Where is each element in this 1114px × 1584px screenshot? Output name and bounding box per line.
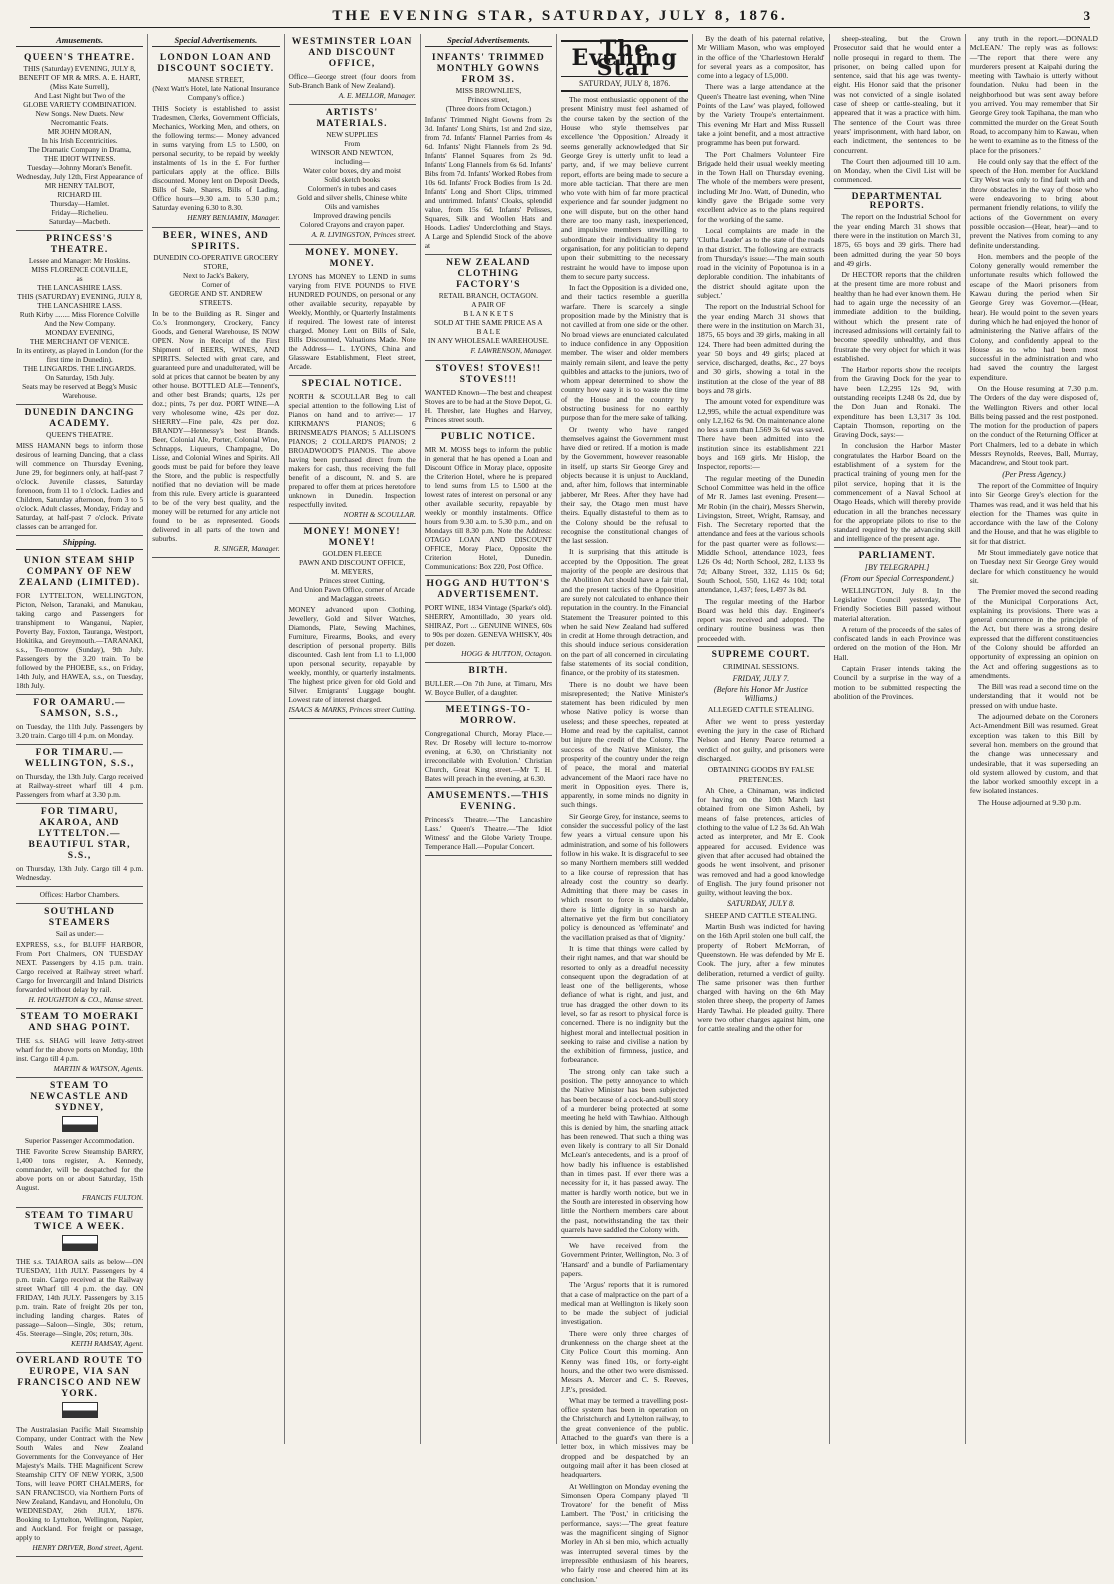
paragraph: WELLINGTON, July 8. In the Legislative Council yesterday, The Friendly Societies Bill passed without material alteration. [833,585,961,623]
ad-line: B L A N K E T S [463,309,514,319]
ad-line: DUNEDIN CO-OPERATIVE GROCERY STORE, [153,252,279,271]
ad-line: (Next Watt's Hotel, late National Insurance Company's office.) [152,84,280,103]
paragraph: The report on the Industrial School for the year ending March 31 shows that there were in the institution on March 31, 1875, 65 boys and 39 girls. There had been admitted during the year 50 boys and 49 girls. [833,212,961,268]
ad-signature: A. E. MELLOR, Manager. [338,91,416,100]
section-heading-amusements: Amusements. [16,36,143,47]
ad-body: Princess's Theatre.—'The Lancashire Lass.' Queen's Theatre.—'The Idiot Witness' and the Globe Variety Troupe. Temperance Hall.—Popular Concert. [424,814,552,851]
ad-signature: R. SINGER, Manager. [214,543,280,553]
ad-line: Saturday—Macbeth. [48,217,111,227]
paragraph: The Port Chalmers Volunteer Fire Brigade held their usual weekly meeting in the Town Hall on Thursday evening. The whole of the members were present, including Mr Jno. Watt, of Dunedin, who kindly gave the Brigade some very excellent advice as to the plans required for the working of the same. [697,149,825,224]
ship-woodcut [16,1400,143,1422]
ad-line: GEORGE AND ST. ANDREW STREETS. [169,288,263,307]
ad-line: From [344,139,361,149]
ad-line: GOLDEN FLEECE [322,548,382,558]
ad-line: Thursday—Hamlet. [50,199,110,209]
ad-line: Solid sketch books [324,175,381,185]
ad-line: Improved drawing pencils [313,211,391,221]
paragraph: We have received from the Government Printer, Wellington, No. 3 of 'Hansard' and a bundle of Parliamentary papers. [561,1241,689,1278]
ad-title: STOVES! STOVES!! STOVES!!! [435,363,542,385]
section-heading-special: Special Advertisements. [152,36,279,47]
ad-signature: HENRY DRIVER, Bond street, Agent. [32,1542,144,1552]
paragraph: He could only say that the effect of the speech of the Hon. member for Auckland City West was only to find fault with and throw obstacles in the way of those who were endeavoring to bring about permanent friendly relations, to vilify the actions of the Government on every possible occasion—(Hear, hear)—and to prevent the Natives from coming to any definite understanding. [969,156,1098,250]
paragraph: The regular meeting of the Harbor Board was held this day. Engineer's report was received and adopted. The ordinary routine business was then proceeded with. [697,596,825,643]
ad-line: Superior Passenger Accommodation. [24,1136,135,1146]
paragraph: The regular meeting of the Dunedin School Committee was held in the office of Mr R. James last evening. Present—Mr Robin (in the chair), Messrs Sherwin, Livingston, Street, Wright, Ramsay, and Fish. The Secretary reported that the attendance and fees at the various schools for the past quarter were as follows:— Middle School, attendance 1023, fees L26 Os 4d; North School, 282, L133 9s 7d; Albany Street, 332, L115 0s 6d; South School, 550, L162 4s 10d; total attendance, 1,437; fees, L497 3s 8d. [697,473,825,595]
ad-line: The Dramatic Company in Drama, [28,145,132,155]
ad-line: Colormen's in tubes and cases [307,184,397,194]
paragraph: Sir George Grey, for instance, seems to consider the successful policy of the last few years a virtual censure upon his administration, and some of his followers follow in his wake. It is disgraceful to see so many Northern members still wedded to a like course of repression that has already cost the country so dearly. Admitting that there may be cases in which resort to force is unavoidable, there is little dignity in so harsh an alternative yet the firm but conciliatory policy is denounced as 'effeminate' and the vacillation praised as that of 'dignity.' [561,811,689,942]
paragraph: In fact the Opposition is a divided one, and their tactics resemble a guerilla warfare. There is scarcely a single proposition made by the Ministry that is not cavilled at from one side or the other. No broad views are enunciated calculated to induce confidence in any Opposition member. The wiser and older members mainly remain silent, and leave the petty quibbles and attacks to the juniors, two of whom appear determined to show the country how easy it is to waste the time of the House and the country by obstructing business for no earthly purpose than for the mere sake of talking. [561,283,689,423]
advertisement [16,50,143,231]
ad-body: on Thursday, the 13th July. Cargo received at Railway-street wharf till 4 p.m. Passengers from wharf at 3.30 p.m. [16,771,144,799]
ad-signature: HENRY BENJAMIN, Manager. [187,213,280,223]
advertisement [16,887,143,904]
ad-line: Friday—Richelieu. [51,208,109,218]
ad-signature: A. R. LIVINGSTON, Princes street. [311,230,416,240]
advertisement [16,804,143,887]
paragraph: There is no doubt we have been misrepresented; the Native Minister's statement has been ridiculed by men whose Native policy is worse than useless; and these speeches, repeated at Home and read by the capitalist, cannot but injure the credit of the Colony. The success of the Native Minister, the prosperity of the country under the reign of peace, the moral and material advancement of the Maori race have no merit in Opposition eyes. There is, apparently, in some minds no dignity in such things. [561,679,689,810]
paragraph: any truth in the report.—DONALD McLEAN.' The reply was as follows:—'The report that there were any murderers present at Kaipahi during the meeting with Tawhaio is utterly without foundation. Nuku had been in the neighborhood but was sent away before you arrived. You may remember that Sir George Grey took Tapihana, the man who committed the murder on the Great South Road, to accompany him to Kawau, when he went to examine as to the fitness of the place for the prisoners.' [969,34,1098,155]
paragraph: Martin Bush was indicted for having on the 16th April stolen one bull calf, the property of Robert McMorran, of Queenstown. He was defended by Mr E. Cook. The jury, after a few minutes deliberation, returned a verdict of guilty. The same prisoner was then further charged with having on the 6th May stolen three sheep, the property of James Hardy Tawhai. He pleaded guilty. There were two other charges against him, one for cattle stealing and the other for [697,922,825,1034]
advertisement [16,1208,143,1354]
ad-title: STEAM TO NEWCASTLE AND SYDNEY, [30,1081,129,1114]
ad-body: on Thursday, 13th July. Cargo till 4 p.m. Wednesday. [16,863,144,882]
advertisement [425,702,552,788]
ad-body: NORTH & SCOULLAR Beg to call special attention to the following List of Pianos on hand and to arrive:— 17 KIRKMAN'S PIANOS; 6 BRINSMEAD'S PIANOS; 5 ALLISON'S PIANOS; 2 COLLARD'S PIANOS; 2 BROADWOOD'S PIANOS. The above having been purchased direct from the makers for cash, thus receiving the full benefit of a discount, N. and S. are prepared to offer them at prices heretofore unknown in Dunedin. Inspection respectfully invited. [288,391,416,509]
ad-body: PORT WINE, 1834 Vintage (Sparke's old). SHERRY, Amontillado, 30 years old. SHIRAZ, Port ... GENUINE WINES, 60s to 90s per dozen. GENEVA WHISKY, 40s per dozen. [424,602,552,648]
ad-title: FOR TIMARU.—WELLINGTON, S.S., [24,747,135,769]
section-heading-shipping: Shipping. [16,538,143,549]
ad-body: BULLER.—On 7th June, at Timaru, Mrs W. Boyce Buller, of a daughter. [424,678,552,697]
paragraph: The House adjourned at 9.30 p.m. [977,797,1082,807]
paragraph: Captain Fraser intends taking the Council by a surprise in the way of a motion to be submitted respecting the abolition of the Provinces. [833,664,961,701]
advertisement [16,405,143,536]
paragraph: Dr HECTOR reports that the children at the present time are more robust and healthy than he had ever known them. He had to again urge the necessity of an immediate addition to the building, without which the present rate of increased admissions will certainly fail to become speedily unhealthy, and thus frustrate the very object for which it was established. [833,270,961,363]
paragraph: The Premier moved the second reading of the Municipal Corporations Act, explaining its provisions. There was a general concurrence in the principle of the Act, but there was a strong desire expressed that the different constituencies of the Colony should be afforded an opportunity of expressing an opinion on the Act and offering suggestions as to amendments. [969,587,1098,680]
paragraph: It is time that things were called by their right names, and that war should be resorted to only as a dreadful necessity consequent upon the degradation of at least one of the belligerents, whose defiance of what is right, and just, and true has dragged the other down to its level, so far as resort to physical force is concerned. There is no indignity but the highest moral and intellectual position in seeking to raise and civilise a nation by the exhibition of firmness, justice, and forbearance. [561,943,689,1065]
ad-signature: FRANCIS FULTON. [81,1193,144,1203]
court-heading: SUPREME COURT. [711,650,811,660]
ad-line: Princes street, [467,95,510,105]
court-subheading: CRIMINAL SESSIONS. [722,662,799,672]
ad-body: The Australasian Pacific Mail Steamship Company, under Contract with the New South Wales and New Zealand Governments for the Conveyance of Her Majesty's Mails. THE Magnificent Screw Steamship CITY OF NEW YORK, 3,500 Tons, will leave PORT CHALMERS, for SAN FRANCISCO, via Northern Ports of New Zealand, Kandavu, and Honolulu, On WEDNESDAY, 26th JULY, 1876. Booking to Lyttelton, Wellington, Napier, and Auckland. For freight or passage, apply to [16,1424,144,1542]
ad-signature: MARTIN & WATSON, Agents. [53,1063,144,1073]
ad-line: Oils and varnishes [324,202,380,212]
ad-body: THE s.s. TAIAROA sails as below—ON TUESDAY, 11th JULY. Passengers by 4 p.m. train. Cargo received at the Railway street Wharf till 4 p.m. the day. ON FRIDAY, 14th JULY. Passengers by 3.15 p.m. train. Rate of freight 20s per ton, including landing charges. Rates of passage—Saloon—Single, 30s; return, 45s. Steerage—Single, 20s; return, 30s. [16,1257,144,1339]
paragraph: At Wellington on Monday evening the Simonsen Opera Company played 'Il Trovatore' for the benefit of Miss Lambert. The 'Post,' in criticising the performance, says:—'The great feature was the magnificent singing of Signor Morley in Ah si ben mio, which actually was interrupted several times by the irrepressible enthusiasm of his hearers, who fairly rose and cheered him at its conclusion.' [561,1481,689,1584]
ad-body: LYONS has MONEY to LEND in sums varying from FIVE POUNDS to FIVE HUNDRED POUNDS, on personal or any other available security, repayable by Weekly, Monthly, or Quarterly Instalments if required. The lowest rate of interest charged. Money Lent on Bills of Sale, Bills Discounted, Valuations Made. Note the Address— L. LYONS, China and Glassware Establishment, Fleet street, Arcade. [288,271,416,371]
advertisement [16,1353,143,1557]
ad-line: MISS FLORENCE COLVILLE, [31,265,128,275]
advertisement [289,34,416,105]
ad-title: SOUTHLAND STEAMERS [44,906,116,928]
advertisement [425,50,552,255]
ad-line: THE LANCASHIRE LASS. [37,283,123,293]
advertisement [289,245,416,376]
ad-body: Office—George street (four doors from Sub-Branch Bank of New Zealand). [288,72,416,90]
advertisement [16,231,143,405]
court-date: SATURDAY, JULY 8. [727,899,795,909]
ad-signature: H. HOUGHTON & CO., Manse street. [28,994,144,1004]
section-heading-special-2: Special Advertisements. [425,36,552,47]
ad-signature: NORTH & SCOULLAR. [343,509,416,519]
column-news [693,34,829,1444]
paragraph: sheep-stealing, but the Crown Prosecutor said that he would enter a nolle prosequi in regard to them. The prisoner, on being called upon for sentence, said that his age was twenty-eight. His Honor said that the prisoner was not convicted of a single isolated case of sheep or cattle-stealing, but it appeared that it was a practice with him. The sentence of the Court was three years' imprisonment, with hard labor, on each indictment, the sentences to be concurrent. [833,34,961,155]
advertisement [16,553,143,695]
column-special-ads-1 [148,34,284,1444]
paragraph: What may be termed a travelling post-office system has been in operation on the Christchurch and Lyttelton railway, to the great convenience of the public. Attached to the guard's van there is a letter box, in which missives may be dropped and be despatched by an outgoing mail after it has been closed at headquarters. [561,1395,689,1480]
parliament-heading: PARLIAMENT. [858,550,936,561]
ad-body: FOR LYTTELTON, WELLINGTON, Picton, Nelson, Taranaki, and Manukau, taking cargo and Passengers for transhipment to Wanganui, Napier, Poverty Bay, Foxton, Tauranga, Westport, Hokitika, and Greymouth.—TARANAKI, s.s., To-morrow (Sunday), 9th July. Passengers by the 3.20 train. To be followed by the PHOEBE, s.s., on Friday, 14th July, and HAWEA, s.s., on Tuesday, 18th July. [16,590,144,690]
ad-title: LONDON LOAN AND DISCOUNT SOCIETY. [157,53,275,75]
ad-signature: KEITH RAMSAY, Agent. [70,1339,144,1349]
paragraph: The most enthusiastic opponent of the present Ministry must feel ashamed of the course taken by the section of the House who style themselves par excellence 'the Opposition.' Already it seems generally acknowledged that Sir George Grey is utterly unfit to lead a party, and, if we may believe current report, efforts are being made to secure a more able tactician. That there are men who vote with him of far more practical experience and far sounder judgment no one will dispute, but on the other hand there are too many rash, inexperienced, and impulsive members unwilling to subordinate their individuality to party organisation, for any politician to depend upon their submitting to the necessary restraint he would have to impose upon them to secure party success. [561,95,689,281]
ad-line: THE LINGARDS. THE LINGARDS. [23,364,136,374]
paragraph: The amount voted for expenditure was L2,995, while the actual expenditure was only L2,162 6s 9d. On maintenance alone no less a sum than L569 3s 6d was saved. There have been admitted into the institution since its establishment 221 boys and 169 girls. Mr Hislop, the Inspector, reports:— [697,397,825,472]
parliament-subheading: [BY TELEGRAPH.] [864,563,930,573]
ad-title: ARTISTS' MATERIALS. [316,108,388,130]
ad-line: Gold and silver shells, Chinese white [297,193,408,203]
ship-icon [62,1116,98,1132]
paragraph: There were only three charges of drunkenness on the charge sheet at the City Police Court this morning. Ann Kenny was fined 10s, or forty-eight hours, and the other two were dismissed. Messrs A. Mercer and C. S. Reeves, J.P.'s, presided. [561,1328,689,1394]
ad-title: FOR TIMARU, AKAROA, AND LYTTELTON.—BEAUTIFUL STAR, S.S., [28,806,131,861]
press-heading: (Per Press Agency.) [1002,469,1066,479]
paragraph: Hon. members and the people of the Colony generally would remember the unfortunate results which followed the escape of the Maori prisoners from Kawau during the period when Sir George Grey was Governor.—(Hear, hear). He would point to the seven years during which he had enjoyed the honor of administering the Native affairs of the Colony, and confidently appeal to the House as to who had been most successful in the administration and who had saved the country the largest expenditure. [969,251,1098,382]
ad-title: BIRTH. [468,665,509,676]
page-number: 3 [1083,8,1090,23]
advertisement [16,1078,143,1208]
column-special-ads-3 [421,34,557,1444]
ad-line: MANSE STREET, [187,75,244,85]
advertisement [16,904,143,1009]
advertisement [289,105,416,244]
ad-line: BENEFIT OF MR & MRS. A. E. HART, [18,73,141,83]
ad-line: RICHARD III. [57,190,102,200]
advertisement [16,695,143,745]
ad-line: (Three doors from Octagon.) [445,104,532,114]
advertisement [289,376,416,524]
ad-body: THE s.s. SHAG will leave Jetty-street wharf for the above ports on Monday, 10th inst. Cargo till 4 p.m. [16,1035,144,1063]
advertisement [425,361,552,429]
ad-title: MONEY! MONEY! MONEY! [303,526,401,548]
column-amusements [12,34,148,1552]
paragraph: The report of the Committee of Inquiry into Sir George Grey's election for the Thames was read, and it was held that his election for the Thames was quite in accordance with the law of the Colony and the House, and that he was eligible to sit for that district. [969,480,1098,546]
paragraph: The 'Argus' reports that it is rumored that a case of malpractice on the part of a medical man at Wellington is likely soon to be made the subject of judicial investigation. [561,1280,689,1327]
advertisement [425,788,552,856]
ad-line: Tuesday—Johnny Moran's Benefit. [27,163,132,173]
ad-title: STEAM TO TIMARU TWICE A WEEK. [24,1210,135,1232]
case-heading: OBTAINING GOODS BY FALSE PRETENCES. [707,765,815,784]
advertisement [152,228,279,558]
paragraph: By the death of his paternal relative, Mr William Mason, who was employed in the office of the 'Charlestown Herald' for several years as a compositor, has come into a legacy of L5,000. [697,34,825,81]
ad-line: And the New Company. [43,319,116,329]
column-special-ads-2 [285,34,421,1444]
advertisement [152,50,279,227]
ad-title: STEAM TO MOERAKI AND SHAG POINT. [20,1011,139,1033]
ad-body: EXPRESS, s.s., for BLUFF HARBOR, From Port Chalmers, ON TUESDAY NEXT. Passengers by 4.15 p.m. train. Cargo received at Railway street wharf. Cargo for Invercargill and Inland Districts forwarded without delay by rail. [16,939,144,994]
ad-title: BEER, WINES, AND SPIRITS. [162,230,269,252]
ad-body: Congregational Church, Moray Place.—Rev. Dr Roseby will lecture to-morrow evening, at 6.30, on 'Christianity not irreconcilable with Evolution.' Christian Church, Great King street.—Mr T. H. Bates will preach in the evening, at 6.30. [424,728,552,783]
paragraph: Or twenty who have ranged themselves against the Government must have died or retired. If a motion is made by the Government, however reasonable in itself, up starts Sir George Grey and objects because it is unjust to Auckland, and, after him, follows that interminable jabberer, Mr Rees. After they have had their say, the Otago men must have theirs. Equally distasteful to them as to the Colony should be the refusal to recognise the constitutional changes of the last session. [561,424,689,546]
ship-icon [62,1402,98,1418]
ad-line: MISS BROWNLIE'S, [455,86,522,96]
paragraph: Mr Stout immediately gave notice that on Tuesday next Sir George Grey would declare for which constituency he would sit. [969,548,1098,585]
advertisement [425,255,552,360]
ad-signature: ISAACS & MARKS, Princes street Cutting. [288,704,416,714]
ad-line: Colored Crayons and crayon paper. [299,220,405,230]
ad-title: WESTMINSTER LOAN AND DISCOUNT OFFICE, [291,37,413,69]
ad-title: FOR OAMARU.—SAMSON, S.S., [33,697,126,719]
ad-line: SOLD AT THE SAME PRICE AS A [434,318,543,328]
advertisement [289,524,416,719]
ship-icon [62,1235,98,1251]
ad-line: (Miss Kate Surrell), [50,82,110,92]
ad-line: On Saturday, 15th July. [45,373,115,383]
ad-line: Offices: Harbor Chambers. [39,889,120,899]
ad-line: MONDAY EVENING, [45,328,115,338]
ad-line: including— [334,157,370,167]
divider [697,646,824,647]
ad-line: Next to Jack's Bakery, [183,270,249,280]
ad-title: PUBLIC NOTICE. [440,431,536,442]
ad-line: THE LANCASHIRE LASS. [37,301,123,311]
ad-line: Lessee and Manager: Mr Hoskins. [28,256,131,266]
masthead [30,8,1090,28]
divider [561,1237,688,1238]
ad-body: THE Favorite Screw Steamship BARRY, 1,400 tons register, A. Kennedy, commander, will be despatched for the above ports on or about Saturday, 15th August. [16,1147,144,1193]
ad-body: Infants' Trimmed Night Gowns from 2s 3d. Infants' Long Shirts, 1st and 2nd size, from 7d. Infants' Flannel Parries from 4s 6d. Infants' Night Flannels from 2s 9d. Infants' Flannel Squares from 2s 9d. Infants' Long Flannels from 6s 6d. Infants' Bibs from 7d. Infants' Worked Robes from 10s 6d. Infants' Frock Bodies from 1s 2d. Infants' Long and Short Clips, trimmed and untrimmed. Infants' Cloaks, splendid value, from 15s 6d. Infants' Pelisses, Squares, Silk and Woollen Hats and Hoods. Ladies' Underclothing and Stays. A Large and Splendid Stock of the above at [424,115,552,251]
paragraph: In conclusion the Harbor Master congratulates the Harbor Board on the establishment of a system for the practical training of young men for the pilot service, hoping that it is the commencement of a Naval School at Otago Heads, which will thereby provide education in all the branches necessary for the appropriate pilots to rise to the standard required by the advancing skill and intelligence of the present age. [833,441,961,544]
ad-line: QUEEN'S THEATRE. [46,430,114,440]
paragraph: There was a large attendance at the Queen's Theatre last evening, when 'Nine Points of the Law' was played, followed by the Variety Troupe's entertainment. This evening Mr Hart and Miss Russell take a joint benefit, and a most attractive programme has been put forward. [697,82,825,148]
ad-line: Corner of [201,279,231,289]
advertisement [425,576,552,663]
case-heading: ALLEGED CATTLE STEALING. [707,705,814,715]
paragraph: Ah Chee, a Chinaman, was indicted for having on the 10th March last obtained from one Simon Asheli, by means of false pretences, articles of clothing to the value of L2 3s 6d. Ah Wah acted as interpreter, and Mr E. Cook appeared for accused. Evidence was given that after accused had obtained the goods he went insolvent, and prisoner was removed and had a good knowledge of English. The jury found prisoner not guilty, without leaving the box. [697,785,825,898]
ad-title: DUNEDIN DANCING ACADEMY. [24,408,135,430]
court-judge: (Before his Honor Mr Justice Williams.) [713,684,808,704]
star-nameplate: The Evening Star [561,40,688,77]
ad-line: B A L E [476,327,501,337]
ad-line: WINSOR AND NEWTON, [311,148,394,158]
ad-title: SPECIAL NOTICE. [301,378,403,389]
ad-line: Ruth Kirby ........ Miss Florence Colville [19,310,140,320]
ad-line: M. MEYERS, [331,566,374,576]
ad-body: In be to the Building as R. Singer and Co.'s Ironmongery, Crockery, Fancy Goods, and General Warehouse, IS NOW OPEN. Now in Receipt of the First Shipment of BEERS, WINES, AND SPIRITS. Selected with great care, and guaranteed pure and unadulterated, will be sold at prices that cannot be beaten by any other house. BOTTLED ALE—Tennent's, and other best Brands; quarts, 12s per doz.; pints, 7s per doz. PORT WINE—A very wholesome wine, 42s per doz. SHERRY—Fine pale, 42s per doz. BRANDY—Hennessy's best Brands. Beer, Colonial Ale, Porter, Colonial Wine, Schnapps, Liqueurs, Champagne, Do Lisse, and Colonial Wines and Spirits. All goods must be paid for before they leave the Store, and the public is respectfully notified that no deviation will be made from this rule. Every article is guaranteed to be of the very best quality, and the money will be returned for any article not found to be as represented. Goods delivered in all parts of the town and suburbs. [152,308,280,543]
ad-line: as [76,274,83,284]
ad-signature: HOGG & HUTTON, Octagon. [461,648,552,658]
ad-line: Princes street Cutting, [319,575,385,585]
ad-line: MR HENRY TALBOT, [44,181,115,191]
divider [834,188,961,189]
ad-line: RETAIL BRANCH, OCTAGON. [438,291,538,301]
ad-line: GLOBE VARIETY COMBINATION. [23,100,137,110]
ad-body: WANTED Known—The best and cheapest Stoves are to be had at the Stove Depot, G. H. Thresher, late Hughes and Harvey, Princes street south. [424,387,552,424]
paragraph: The report on the Industrial School for the year ending March 31 shows that there were in the institution on March 31, 1875, 65 boys and 39 girls, making in all 124. There had been admitted during the year 50 boys and 49 girls; placed at service, discharged, deaths, &c., 27 boys and 30 girls, showing a total in the institution at the close of the year of 88 boys and 78 girls. [697,302,825,395]
ad-body: on Tuesday, the 11th July. Passengers by 3.20 train. Cargo till 4 p.m. on Monday. [16,721,144,740]
ad-line: Seats may be reserved at Begg's Music Warehouse. [22,382,138,401]
paragraph: The adjourned debate on the Coroners Act-Amendment Bill was resumed. Great exception was taken to this Bill by several hon. members on the ground that the change was unnecessary and undesirable, that it was superseding an old system allowed by custom, and that the labor worked smoothly except in a few isolated instances. [969,712,1098,796]
ad-body: MISS HAMANN begs to inform those desirous of learning Dancing, that a class will commence on Thursday Evening, June 29, for beginners only, at half-past 7 o'clock. Juvenile classes, Saturday forenoon, from 11 to 1 o'clock. Ladies and Children, Saturday afternoon, from 3 to 5 o'clock. Adult classes, Monday, Friday and Saturday, at half-past 7 o'clock. Private classes can be arranged for. [16,441,144,532]
paragraph: Local complaints are made in the 'Clutha Leader' as to the state of the roads in that district. The following are extracts from Thursday's issue:—'The main south road in the vicinity of Popotunoa is in a deplorable condition. The inhabitants of the district should agitate upon the subject.' [697,225,825,301]
paragraph: On the House resuming at 7.30 p.m. The Orders of the day were disposed of, the Wellington Rivers and other local Bills being passed and the rest postponed. The motion for the production of papers on the conduct of the Returning Officer at Port Chalmers, led to a debate in which Messrs Reynolds, Reeves, Ball, Murray, Macandrew, and Stout took part. [969,383,1098,468]
court-date: FRIDAY, JULY 7. [732,673,790,683]
ad-line: NEW SUPPLIES [326,130,379,140]
paragraph: After we went to press yesterday evening the jury in the case of Richard Nelson and Henry Pearce returned a verdict of not guilty, and prisoners were discharged. [697,716,825,763]
ad-title: MEETINGS-TO-MORROW. [445,704,532,726]
reports-heading: DEPARTMENTAL REPORTS. [851,191,943,212]
ad-line: THE IDIOT WITNESS. [43,154,116,164]
advertisement [16,745,143,804]
case-heading: SHEEP AND CATTLE STEALING. [704,910,817,920]
paragraph: The strong only can take such a position. The petty annoyance to which the Native Minister has been subjected has been because of a cock-and-bull story of a murderer being protected at some meeting he held with Tawhiao. Although this is denied by him, the snarling attack has been renewed. That such a thing was even likely is contrary to all Sir Donald McLean's antecedents, and is a proof of how badly his influence is established than in times past. If ever there was a necessity for it, it has passed away. The matter is hardly worth notice, but we in the South are interested in observing how little the Northern members care about the past, notwithstanding the tax their quarrels have saddled the Colony with. [561,1066,689,1234]
ad-line: Water color boxes, dry and moist [303,166,402,176]
paragraph: The Harbor reports show the receipts from the Graving Dock for the year to have been L2,295 12s 9d, with outstanding receipts L248 0s 2d, due by the Don Juan and Ronaki. The expenditure has been L3,317 3s 10d. Captain Thomson, reporting on the Graving Dock, says:— [833,365,961,440]
column-editorial [557,34,693,1584]
ad-line: THIS (Saturday) EVENING, JULY 8, [23,64,136,74]
masthead-title: THE EVENING STAR, SATURDAY, JULY 8, 1876. [332,8,788,24]
ad-line: THE MERCHANT OF VENICE. [29,337,130,347]
ad-line: A PAIR OF [471,300,506,310]
ship-woodcut [16,1114,143,1136]
ad-line: Wednesday, July 12th, First Appearance of [16,172,143,182]
paragraph: The Court then adjourned till 10 a.m. on Monday, when the Civil List will be commenced. [833,156,961,185]
ad-line: Sail as under:— [55,928,104,938]
ad-line: In its entirety, as played in London (for the first time in Dunedin). [16,346,143,365]
column-reports [830,34,966,1444]
ad-title: OVERLAND ROUTE TO EUROPE, VIA SAN FRANCISCO AND NEW YORK. [16,1356,143,1400]
ad-title: PRINCESS'S THEATRE. [46,234,114,256]
paragraph: It is surprising that this attitude is accepted by the Opposition. The great majority of the people are desirous that the Abolition Act should have a fair trial, and the present tactics of the Opposition are surely not calculated to enhance their reputation in the country. In the Financial Statement the Treasurer pointed to this when he said New Zealand had suffered in credit at Home through detraction, and this should induce serious consideration on the part of all concerned in circulating false statements of its social condition, finance, or the probity of its statesmen. [561,547,689,678]
ad-line: And Union Pawn Office, corner of Arcade and Maclaggan streets. [289,584,415,603]
advertisement [16,1009,143,1078]
ad-signature: F. LAWRENSON, Manager. [470,346,552,356]
ad-title: AMUSEMENTS.—THIS EVENING. [427,790,550,812]
ad-line: MR JOHN MORAN, [47,127,112,137]
divider [834,547,961,548]
ship-woodcut [16,1233,143,1255]
ad-line: THIS (SATURDAY) EVENING, JULY 8, [17,292,142,302]
ad-line: IN ANY WHOLESALE WAREHOUSE. [427,336,549,346]
ad-line: In his Irish Eccentricities. [41,136,118,146]
ad-title: QUEEN'S THEATRE. [24,53,136,64]
paragraph: A return of the proceeds of the sales of confiscated lands in each Province was ordered on the motion of the Hon. Mr Hall. [833,624,961,662]
ad-line: New Songs. New Duets. New Necromantic Feats. [35,109,124,128]
ad-title: UNION STEAM SHIP COMPANY OF NEW ZEALAND (LIMITED). [18,555,141,588]
ad-title: INFANTS' TRIMMED MONTHLY GOWNS FROM 3S. [431,53,545,86]
ad-body: MR M. MOSS begs to inform the public in general that he has opened a Loan and Discount Office in Moray place, opposite the Criterion Hotel, where he is prepared to lend sums from L5 to L500 at the lowest rates of interest on personal or any other available security, repayable by weekly or monthly instalments. Office hours from 9.30 a.m. to 5.30 p.m., and on Mondays till 8.30 p.m. Note the Address: OTAGO LOAN AND DISCOUNT OFFICE, Moray Place, Opposite the Criterion Hotel, Dunedin. Communications: Box 220, Post Office. [424,444,552,571]
ad-title: MONEY. MONEY. MONEY. [305,247,400,269]
ad-line: PAWN AND DISCOUNT OFFICE, [299,557,406,567]
advertisement [425,429,552,576]
ad-body: MONEY advanced upon Clothing, Jewellery, Gold and Silver Watches, Diamonds, Plate, Sewing Machines, Furniture, Firearms, Books, and every description of personal property. Bills discounted. Cash lent from L1 to L1,000 upon personal security, repayable by weekly, monthly, or quarterly instalments. The highest price given for old Gold and Silver. Emigrants' Luggage bought. Lowest rate of interest charged. [288,604,416,704]
star-dateline: SATURDAY, JULY 8, 1876. [561,79,688,92]
parliament-subheading-2: (From our Special Correspondent.) [840,574,954,584]
ad-title: HOGG AND HUTTON'S ADVERTISEMENT. [426,578,551,600]
columns [12,34,1102,1584]
paragraph: The Bill was read a second time on the understanding that it would not be pressed on with undue haste. [969,682,1098,710]
advertisement [425,663,552,702]
column-parliament [966,34,1102,1444]
ad-title: NEW ZEALAND CLOTHING FACTORY'S [446,258,531,291]
ad-line: And Last Night but Two of the [34,91,126,101]
ad-body: THIS Society is established to assist Tradesmen, Clerks, Government Officials, Mechanics, Working Men, and others, on the following terms:— Money advanced in sums varying from L5 to L500, on personal security, to be repaid by weekly instalments of 1s in the £. For further particulars apply at the office. Bills discounted. Money lent on Deposit Deeds, Bills of Sale, Shares, Bills of Lading. Office hours—9.30 a.m. to 5.30 p.m.; Saturday evening 6.30 to 8.30. [152,104,280,213]
